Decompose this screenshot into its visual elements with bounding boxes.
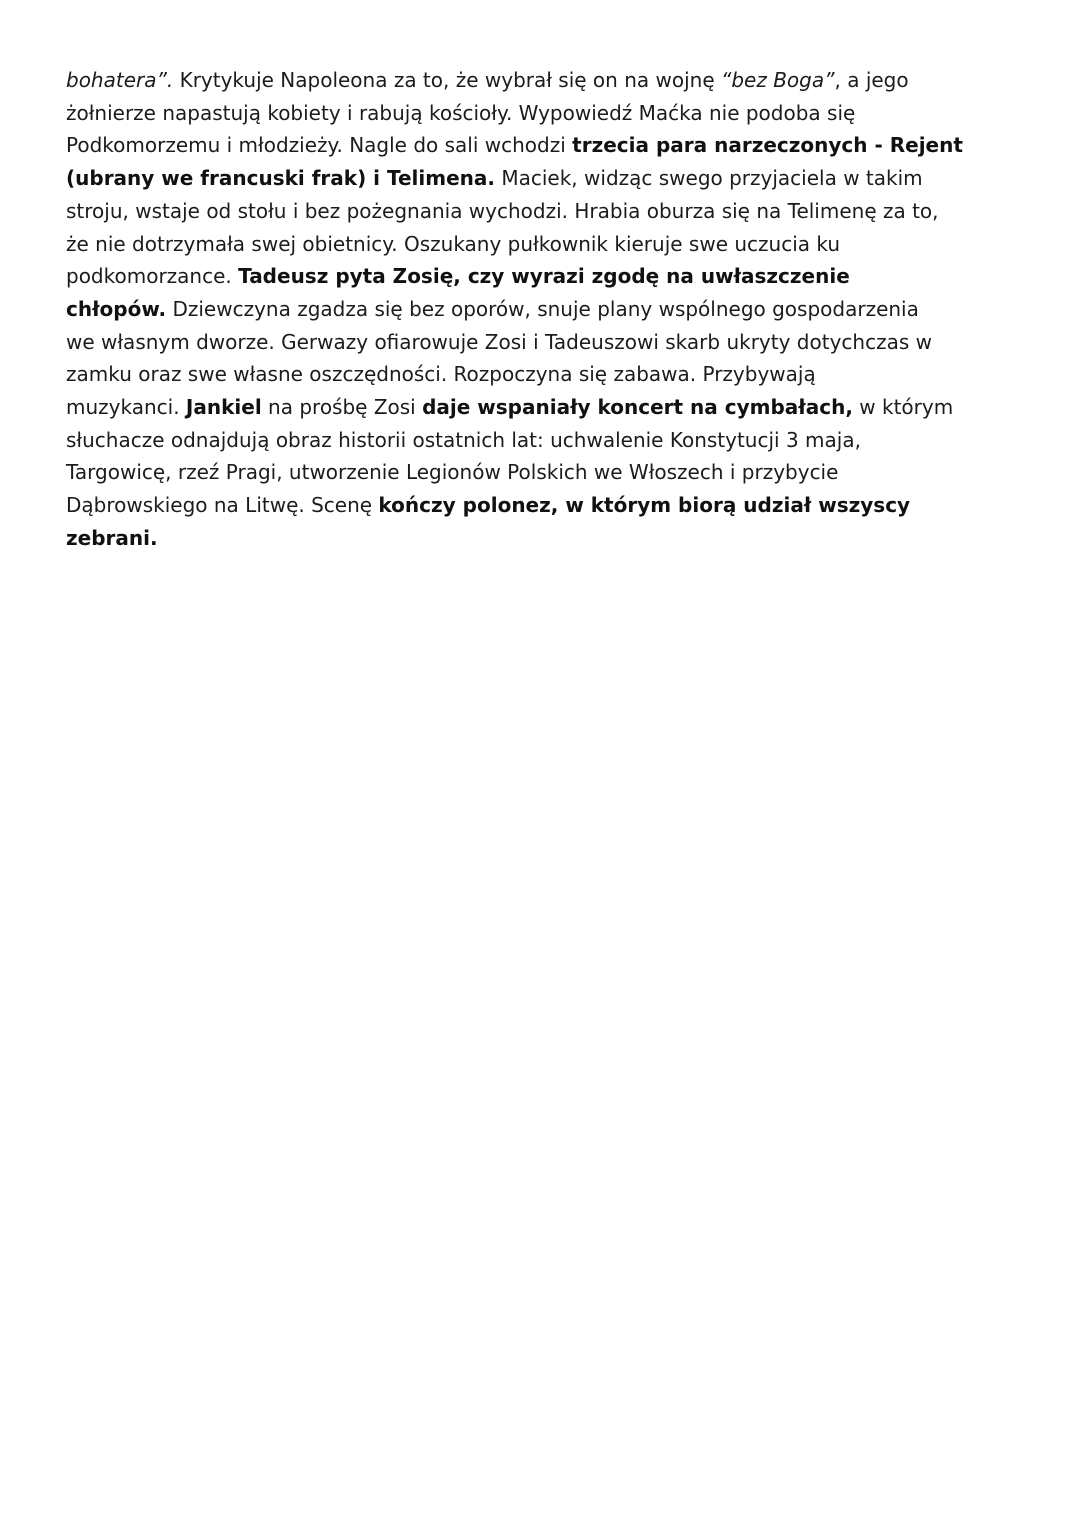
- bold-text: Tadeusz pyta Zosię, czy wyrazi zgodę na uwłaszczenie: [238, 264, 850, 289]
- body-paragraph: [66, 64, 1016, 555]
- bold-text: trzecia para narzeczonych - Rejent: [572, 133, 963, 158]
- text-line: [66, 293, 1016, 326]
- text-line: [66, 391, 1016, 424]
- text-segment: Dziewczyna zgadza się bez oporów, snuje plany wspólnego gospodarzenia: [166, 296, 919, 321]
- bold-text: zebrani.: [66, 525, 158, 550]
- bold-text: daje wspaniały koncert na cymbałach,: [422, 395, 853, 420]
- text-segment: stroju, wstaje od stołu i bez pożegnania wychodzi. Hrabia oburza się na Telimenę za to,: [66, 198, 939, 223]
- text-segment: , a jego: [834, 68, 909, 92]
- text-line: [66, 326, 1016, 359]
- text-segment: Targowicę, rzeź Pragi, utworzenie Legionów Polskich we Włoszech i przybycie: [66, 460, 839, 485]
- text-segment: Krytykuje Napoleona za to, że wybrał się on na wojnę: [173, 68, 721, 92]
- bold-text: Jankiel: [185, 395, 262, 420]
- text-segment: Podkomorzemu i młodzieży. Nagle do sali wchodzi: [66, 133, 573, 158]
- text-line: [66, 489, 1016, 522]
- text-segment: muzykanci.: [66, 395, 186, 420]
- text-line: [66, 228, 1016, 261]
- text-segment: żołnierze napastują kobiety i rabują kościoły. Wypowiedź Maćka nie podoba się: [66, 100, 856, 125]
- text-line: [66, 64, 1016, 97]
- text-segment: we własnym dworze. Gerwazy ofiarowuje Zosi i Tadeuszowi skarb ukryty dotychczas w: [66, 329, 932, 354]
- text-segment: podkomorzance.: [66, 264, 239, 289]
- bold-text: (ubrany we francuski frak) i Telimena.: [66, 166, 495, 191]
- text-line: [66, 358, 1016, 391]
- text-line: [66, 522, 1016, 555]
- bold-text: kończy polonez, w którym biorą udział wszyscy: [378, 493, 911, 518]
- italic-text: “bez Boga”: [720, 68, 835, 92]
- text-segment: Maciek, widząc swego przyjaciela w takim: [495, 166, 923, 191]
- text-segment: zamku oraz swe własne oszczędności. Rozpoczyna się zabawa. Przybywają: [66, 362, 816, 387]
- text-line: [66, 129, 1016, 162]
- text-segment: w którym: [852, 395, 954, 420]
- italic-text: bohatera”.: [66, 68, 174, 92]
- text-line: [66, 260, 1016, 293]
- bold-text: chłopów.: [66, 296, 167, 321]
- text-line: [66, 424, 1016, 457]
- text-line: [66, 195, 1016, 228]
- text-line: [66, 97, 1016, 130]
- text-line: [66, 456, 1016, 489]
- text-segment: że nie dotrzymała swej obietnicy. Oszukany pułkownik kieruje swe uczucia ku: [66, 231, 841, 256]
- text-segment: słuchacze odnajdują obraz historii ostatnich lat: uchwalenie Konstytucji 3 maja,: [66, 427, 861, 452]
- text-line: [66, 162, 1016, 195]
- text-segment: na prośbę Zosi: [261, 395, 423, 420]
- text-segment: Dąbrowskiego na Litwę. Scenę: [66, 493, 379, 518]
